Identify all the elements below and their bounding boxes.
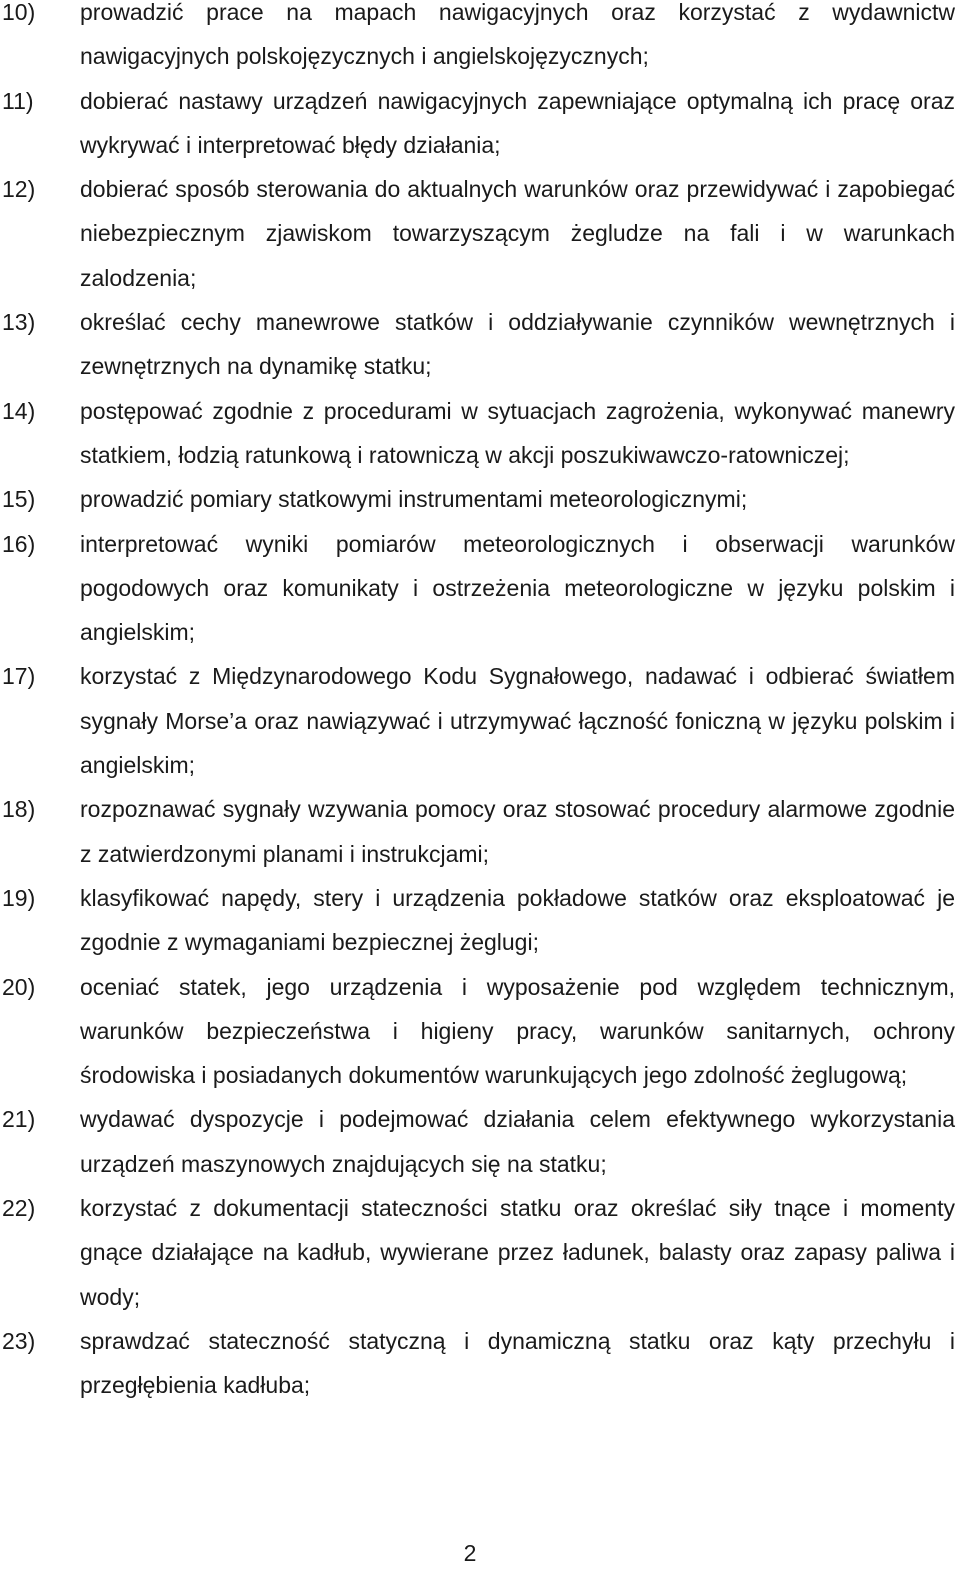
list-item-text: korzystać z dokumentacji stateczności statku oraz określać siły tnące i momenty gnące działające na kadłub, wywierane przez ładunek, balasty oraz zapasy paliwa i wody;: [80, 1195, 955, 1310]
list-item: [0, 965, 960, 1098]
list-item-text: dobierać nastawy urządzeń nawigacyjnych zapewniające optymalną ich pracę oraz wykrywać i interpretować błędy działania;: [80, 87, 955, 158]
list-item-text: wydawać dyspozycje i podejmować działania celem efektywnego wykorzystania urządzeń maszynowych znajdujących się na statku;: [80, 1106, 955, 1177]
list-item: [0, 787, 960, 876]
list-item-number: 21): [2, 1106, 36, 1133]
list-item: [0, 79, 960, 168]
list-item: [0, 876, 960, 965]
list-item: [0, 0, 960, 79]
list-item-number: 10): [2, 0, 36, 25]
list-item-number: 14): [2, 397, 36, 424]
list-item-number: 23): [2, 1327, 36, 1354]
list-item-text: rozpoznawać sygnały wzywania pomocy oraz stosować procedury alarmowe zgodnie z zatwierdzonymi planami i instrukcjami;: [80, 796, 955, 867]
list-item: [0, 389, 960, 478]
list-item: [0, 1319, 960, 1408]
list-item-text: klasyfikować napędy, stery i urządzenia pokładowe statków oraz eksploatować je zgodnie z wymaganiami bezpiecznej żeglugi;: [80, 884, 955, 956]
list-item-number: 18): [2, 796, 36, 823]
list-item: [0, 522, 960, 655]
list-item: [0, 1186, 960, 1319]
list-item-text: prowadzić prace na mapach nawigacyjnych oraz korzystać z wydawnictw nawigacyjnych polskojęzycznych i angielskojęzycznych;: [80, 0, 955, 70]
list-item-number: 17): [2, 663, 36, 690]
page-number: 2: [463, 1540, 477, 1566]
list-item-number: 15): [2, 486, 36, 513]
list-item-number: 16): [2, 530, 36, 557]
list-item: [0, 167, 960, 300]
list-item-text: prowadzić pomiary statkowymi instrumentami meteorologicznymi;: [80, 486, 748, 513]
list-item-text: interpretować wyniki pomiarów meteorologicznych i obserwacji warunków pogodowych oraz komunikaty i ostrzeżenia meteorologiczne w języku polskim i angielskim;: [80, 530, 955, 646]
list-item: [0, 1097, 960, 1186]
list-item-text: dobierać sposób sterowania do aktualnych warunków oraz przewidywać i zapobiegać niebezpiecznym zjawiskom towarzyszącym żegludze na fali i w warunkach zalodzenia;: [80, 176, 955, 291]
list-item-number: 11): [2, 87, 34, 114]
list-item-text: korzystać z Międzynarodowego Kodu Sygnałowego, nadawać i odbierać światłem sygnały Morse’a oraz nawiązywać i utrzymywać łączność foniczną w języku polskim i angielskim;: [80, 663, 955, 779]
list-item: [0, 477, 960, 521]
list-item-number: 20): [2, 973, 36, 1000]
list-item-text: określać cechy manewrowe statków i oddziaływanie czynników wewnętrznych i zewnętrznych na dynamikę statku;: [80, 309, 955, 380]
list-item: [0, 300, 960, 389]
list-item-text: oceniać statek, jego urządzenia i wyposażenie pod względem technicznym, warunków bezpieczeństwa i higieny pracy, warunków sanitarnych, ochrony środowiska i posiadanych dokumentów warunkujących jego zdolność żeglugową;: [80, 973, 955, 1089]
list-item-number: 22): [2, 1195, 36, 1222]
list-item-text: sprawdzać stateczność statyczną i dynamiczną statku oraz kąty przechyłu i przegłębienia kadłuba;: [80, 1327, 955, 1399]
list-item: [0, 654, 960, 787]
list-item-text: postępować zgodnie z procedurami w sytuacjach zagrożenia, wykonywać manewry statkiem, łodzią ratunkową i ratowniczą w akcji poszukiwawczo-ratowniczej;: [80, 397, 955, 468]
list-item-number: 12): [2, 176, 36, 203]
list-item-number: 13): [2, 309, 36, 336]
list-item-number: 19): [2, 884, 36, 911]
